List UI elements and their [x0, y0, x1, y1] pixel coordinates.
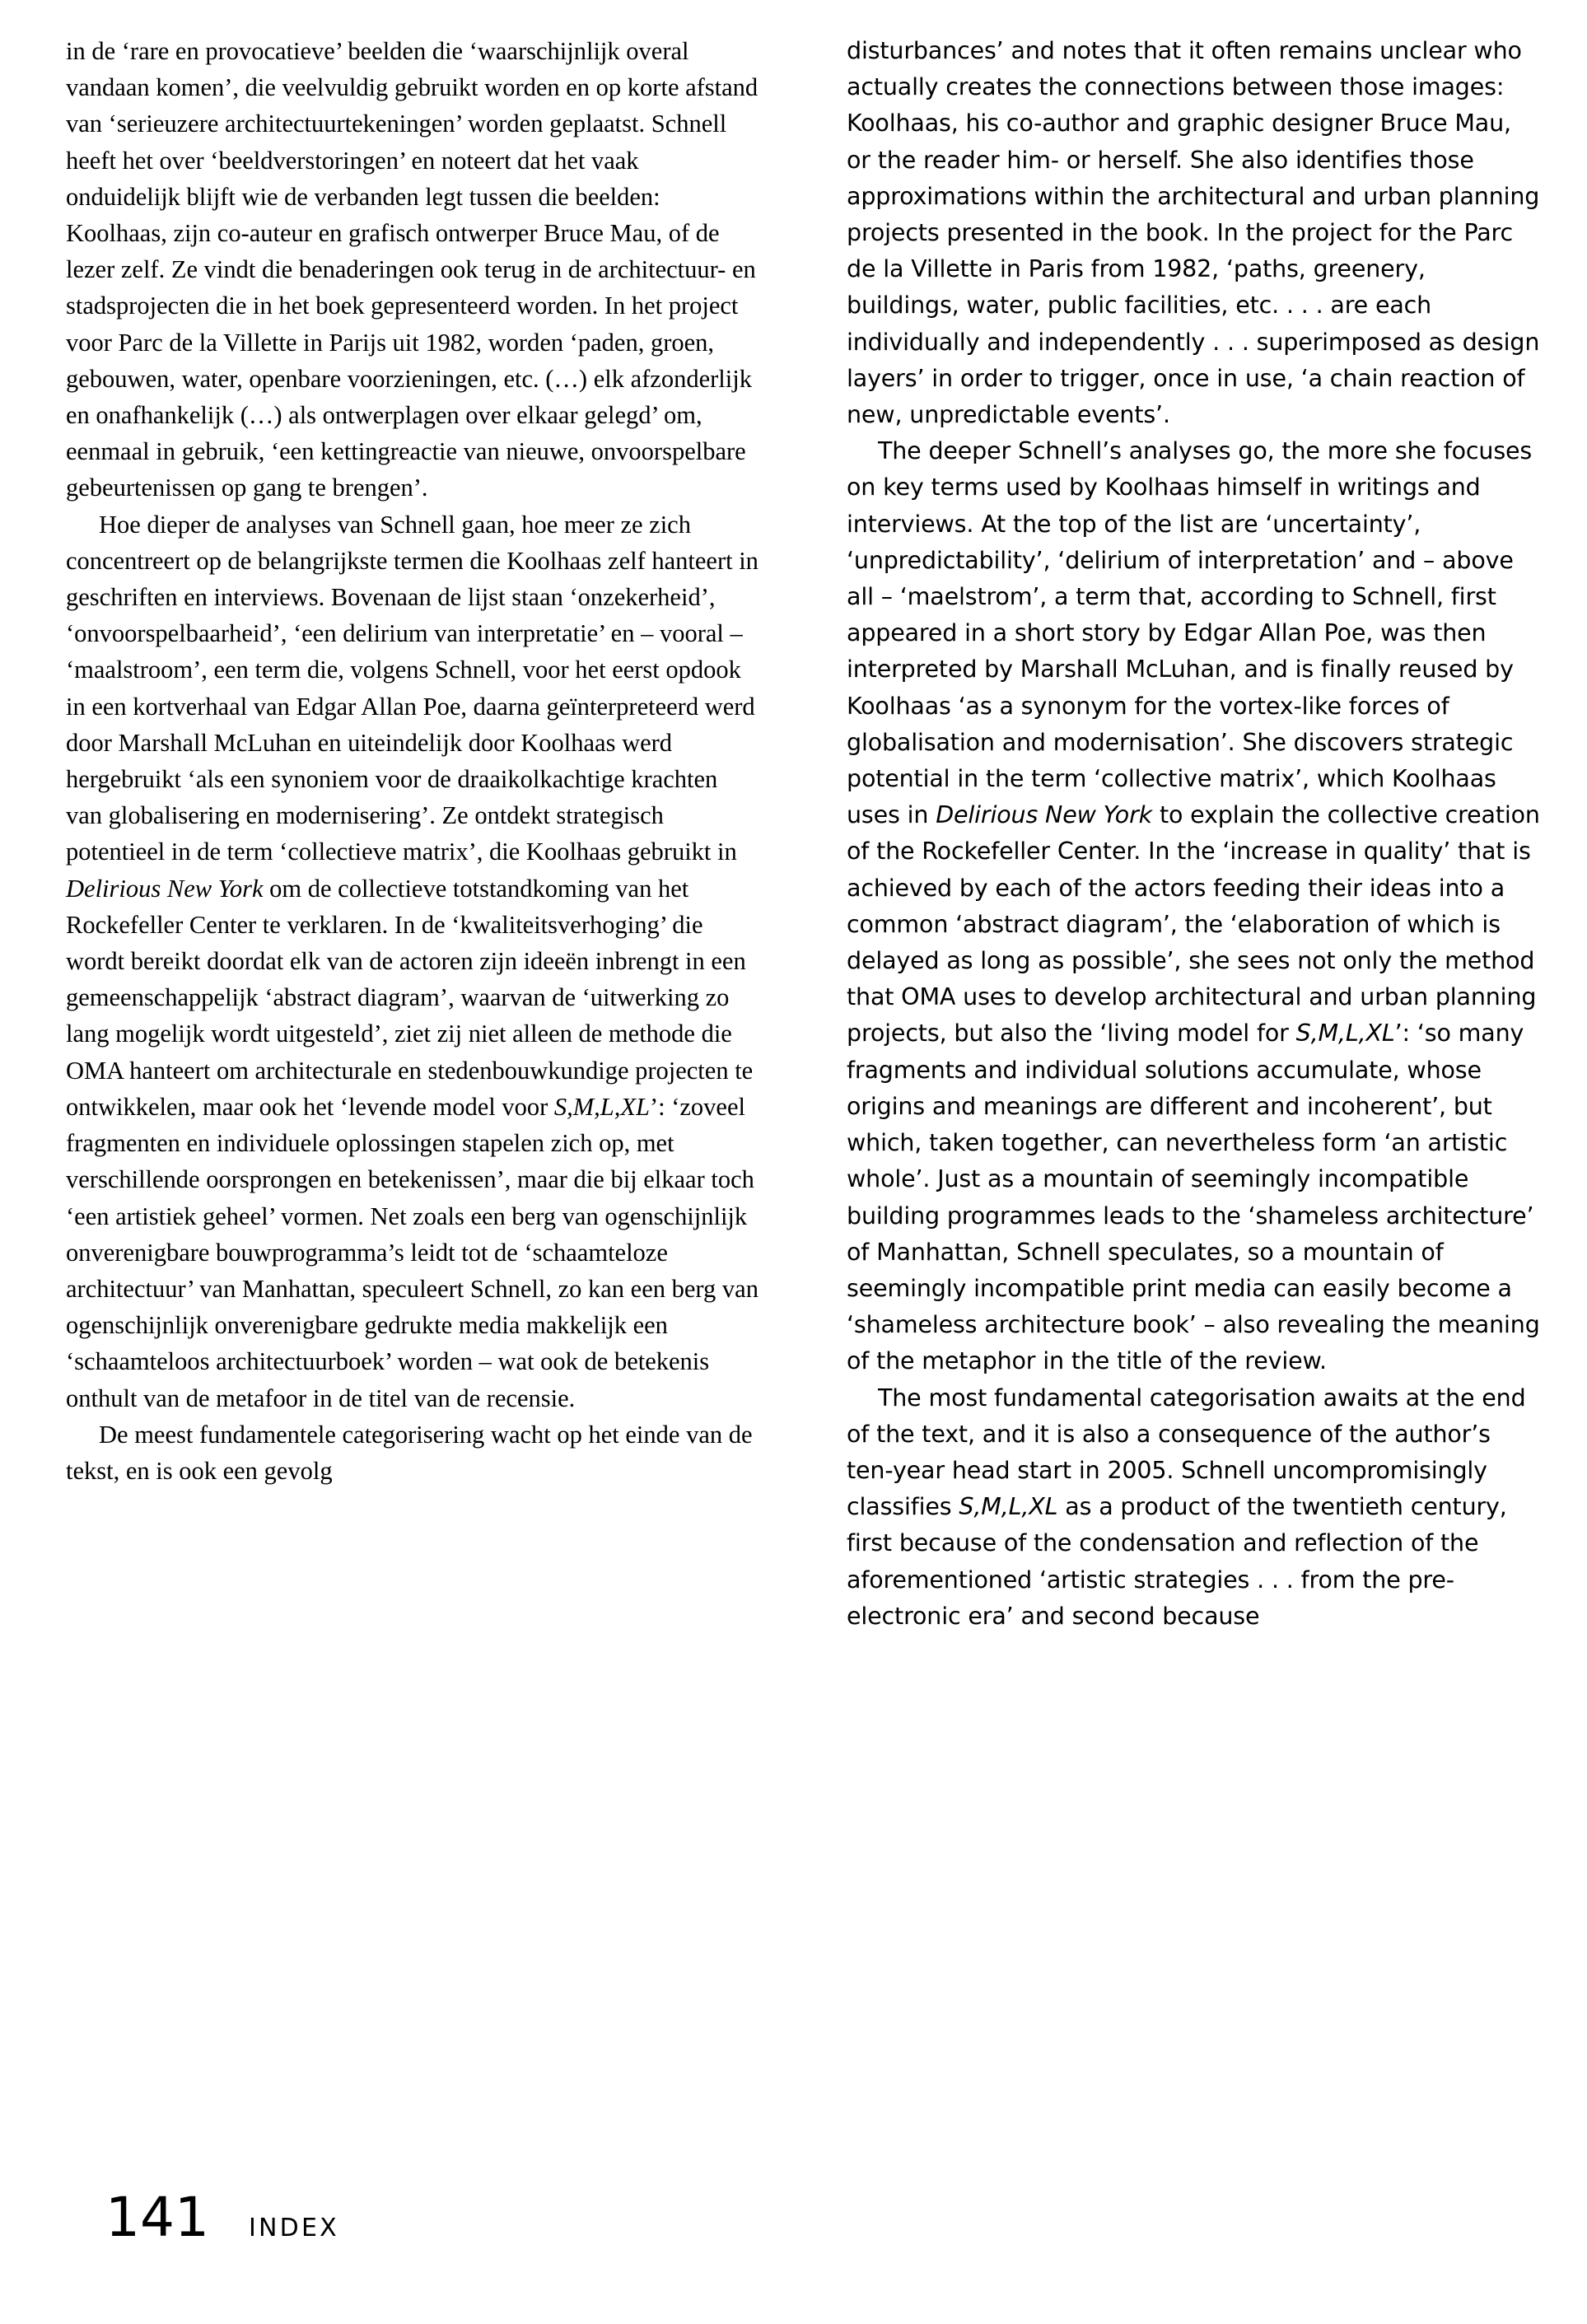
left-text-column [66, 33, 759, 1489]
italic-title: S,M,L,XL [553, 1092, 650, 1121]
italic-title: Delirious New York [936, 801, 1153, 829]
page-number: 141 [105, 2186, 209, 2249]
paragraph: The most fundamental categorisation awaits at the end of the text, and it is also a consequence of the author’s ten-year head start in 2005. Schnell uncompromisingly classifies S,M,L,XL as a product of the twentieth century, first because of the condensation and reflection of the aforementioned ‘artistic strategies . . . from the pre-electronic era’ and second because [847, 1384, 1526, 1630]
page-footer [105, 2186, 339, 2249]
paragraph: Hoe dieper de analyses van Schnell gaan, hoe meer ze zich concentreert op de belangrijkste termen die Koolhaas zelf hanteert in geschriften en interviews. Bovenaan de lijst staan ‘onzekerheid’, ‘onvoorspelbaarheid’, ‘een delirium van interpretatie’ en – vooral – ‘maalstroom’, een term die, volgens Schnell, voor het eerst opdook in een kortverhaal van Edgar Allan Poe, daarna geïnterpreteerd werd door Marshall McLuhan en uiteindelijk door Koolhaas werd hergebruikt ‘als een synoniem voor de draaikolkachtige krachten van globalisering en modernisering’. Ze ontdekt strategisch potentieel in de term ‘collectieve matrix’, die Koolhaas gebruikt in Delirious New York om de collectieve totstandkoming van het Rockefeller Center te verklaren. In de ‘kwaliteitsverhoging’ die wordt bereikt doordat elk van de actoren zijn ideeën inbrengt in een gemeenschappelijk ‘abstract diagram’, waarvan de ‘uitwerking zo lang mogelijk wordt uitgesteld’, ziet zij niet alleen de methode die OMA hanteert om architecturale en stedenbouwkundige projecten te ontwikkelen, maar ook het ‘levende model voor S,M,L,XL’: ‘zoveel fragmenten en individuele oplossingen stapelen zich op, met verschillende oorsprongen en betekenissen’, maar die bij elkaar toch ‘een artistiek geheel’ vormen. Net zoals een berg van ogenschijnlijk onverenigbare bouwprogramma’s leidt tot de ‘schaamteloze architectuur’ van Manhattan, speculeert Schnell, zo kan een berg van ogenschijnlijk onverenigbare gedrukte media makkelijk een ‘schaamteloos architectuurboek’ worden – wat ook de betekenis onthult van de metafoor in de titel van de recensie. [66, 510, 758, 1412]
paragraph: De meest fundamentele categorisering wacht op het einde van de tekst, en is ook een gevolg [66, 1420, 753, 1485]
two-column-body [66, 33, 1540, 2158]
italic-title: S,M,L,XL [959, 1493, 1058, 1521]
paragraph: in de ‘rare en provocatieve’ beelden die ‘waarschijnlijk overal vandaan komen’, die veelvuldig gebruikt worden en op korte afstand van ‘serieuzere architectuurtekeningen’ worden geplaatst. Schnell heeft het over ‘beeldverstoringen’ en noteert dat het vaak onduidelijk blijft wie de verbanden legt tussen die beelden: Koolhaas, zijn co-auteur en grafisch ontwerper Bruce Mau, of de lezer zelf. Ze vindt die benaderingen ook terug in de architectuur- en stadsprojecten die in het boek gepresenteerd worden. In het project voor Parc de la Villette in Parijs uit 1982, worden ‘paden, groen, gebouwen, water, openbare voorzieningen, etc. (…) elk afzonderlijk en onafhankelijk (…) als ontwerplagen over elkaar gelegd’ om, eenmaal in gebruik, ‘een kettingreactie van nieuwe, onvoorspelbare gebeurtenissen op gang te brengen’. [66, 37, 758, 502]
italic-title: S,M,L,XL [1295, 1020, 1395, 1048]
paragraph: disturbances’ and notes that it often remains unclear who actually creates the connections between those images: Koolhaas, his co-author and graphic designer Bruce Mau, or the reader him- or herself. She also identifies those approximations within the architectural and urban planning projects presented in the book. In the project for the Parc de la Villette in Paris from 1982, ‘paths, greenery, buildings, water, public facilities, etc. . . . are each individually and independently . . . superimposed as design layers’ in order to trigger, once in use, ‘a chain reaction of new, unpredictable events’. [847, 37, 1540, 429]
italic-title: Delirious New York [66, 874, 264, 903]
right-text-column [847, 33, 1540, 1635]
footer-section-label: INDEX [248, 2214, 339, 2242]
paragraph: The deeper Schnell’s analyses go, the more she focuses on key terms used by Koolhaas himself in writings and interviews. At the top of the list are ‘uncertainty’, ‘unpredictability’, ‘delirium of interpretation’ and – above all – ‘maelstrom’, a term that, according to Schnell, first appeared in a short story by Edgar Allan Poe, was then interpreted by Marshall McLuhan, and is finally reused by Koolhaas ‘as a synonym for the vortex-like forces of globalisation and modernisation’. She discovers strategic potential in the term ‘collective matrix’, which Koolhaas uses in Delirious New York to explain the collective creation of the Rockefeller Center. In the ‘increase in quality’ that is achieved by each of the actors feeding their ideas into a common ‘abstract diagram’, the ‘elaboration of which is delayed as long as possible’, she sees not only the method that OMA uses to develop architectural and urban planning projects, but also the ‘living model for S,M,L,XL’: ‘so many fragments and individual solutions accumulate, whose origins and meanings are different and incoherent’, but which, taken together, can nevertheless form ‘an artistic whole’. Just as a mountain of seemingly incompatible building programmes leads to the ‘shameless architecture’ of Manhattan, Schnell speculates, so a mountain of seemingly incompatible print media can easily become a ‘shameless architecture book’ – also revealing the meaning of the metaphor in the title of the review. [847, 437, 1540, 1375]
